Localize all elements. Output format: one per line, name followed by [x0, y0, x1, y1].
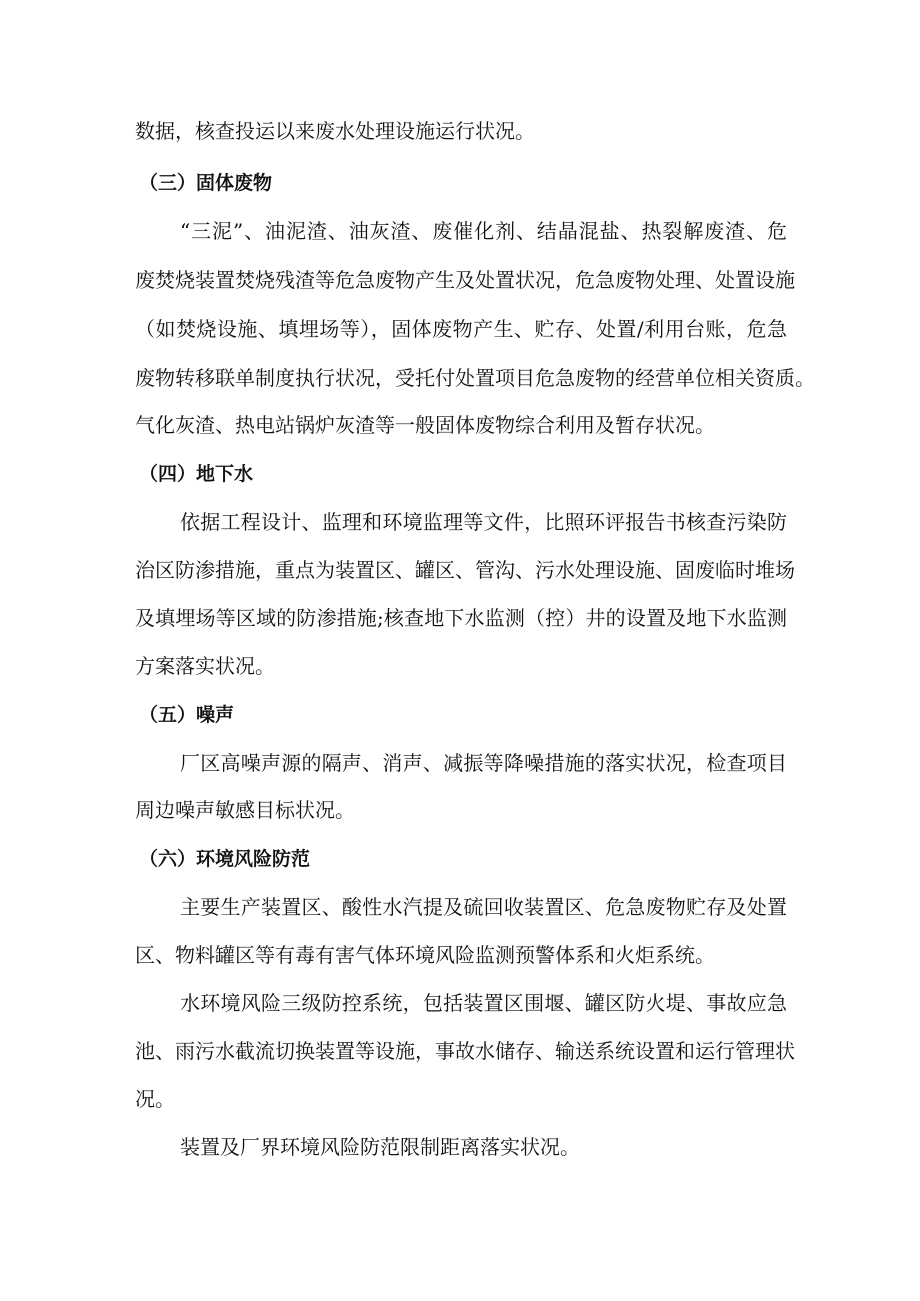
- paragraph-line: 治区防渗措施，重点为装置区、罐区、管沟、污水处理设施、固废临时堆场: [135, 558, 795, 582]
- paragraph-line: 气化灰渣、热电站锅炉灰渣等一般固体废物综合利用及暂存状况。: [135, 413, 715, 437]
- paragraph-line: 区、物料罐区等有毒有害气体环境风险监测预警体系和火炬系统。: [135, 943, 715, 967]
- section-heading-groundwater: （四）地下水: [139, 463, 254, 485]
- paragraph-line: 依据工程设计、监理和环境监理等文件，比照环评报告书核查污染防: [180, 510, 787, 534]
- paragraph-line: 况。: [135, 1087, 175, 1111]
- section-heading-solid-waste: （三）固体废物: [139, 172, 273, 194]
- paragraph-line: 水环境风险三级防控系统，包括装置区围堰、罐区防火堤、事故应急: [180, 991, 787, 1015]
- paragraph-line: 池、雨污水截流切换装置等设施，事故水储存、输送系统设置和运行管理状: [135, 1039, 795, 1063]
- paragraph-line: 主要生产装置区、酸性水汽提及硫回收装置区、危急废物贮存及处置: [180, 895, 787, 919]
- paragraph-line: 装置及厂界环境风险防范限制距离落实状况。: [180, 1135, 580, 1159]
- paragraph-line: 及填埋场等区域的防渗措施;核查地下水监测（控）井的设置及地下水监测: [135, 606, 787, 630]
- paragraph-line: 废物转移联单制度执行状况，受托付处置项目危急废物的经营单位相关资质。: [135, 366, 815, 390]
- paragraph-line: 周边噪声敏感目标状况。: [135, 798, 355, 822]
- section-heading-noise: （五）噪声: [139, 704, 235, 726]
- paragraph-line: 废焚烧装置焚烧残渣等危急废物产生及处置状况，危急废物处理、处置设施: [135, 268, 795, 292]
- paragraph-line: “三泥”、油泥渣、油灰渣、废催化剂、结晶混盐、热裂解废渣、危: [180, 219, 787, 243]
- section-heading-environmental-risk: （六）环境风险防范: [139, 848, 311, 870]
- paragraph-line: 方案落实状况。: [135, 654, 275, 678]
- paragraph-line: 厂区高噪声源的隔声、消声、减振等降噪措施的落实状况，检查项目: [180, 751, 787, 775]
- paragraph-line: 数据，核查投运以来废水处理设施运行状况。: [135, 119, 535, 143]
- paragraph-line: （如焚烧设施、填埋场等），固体废物产生、贮存、处置/利用台账，危急: [135, 317, 787, 341]
